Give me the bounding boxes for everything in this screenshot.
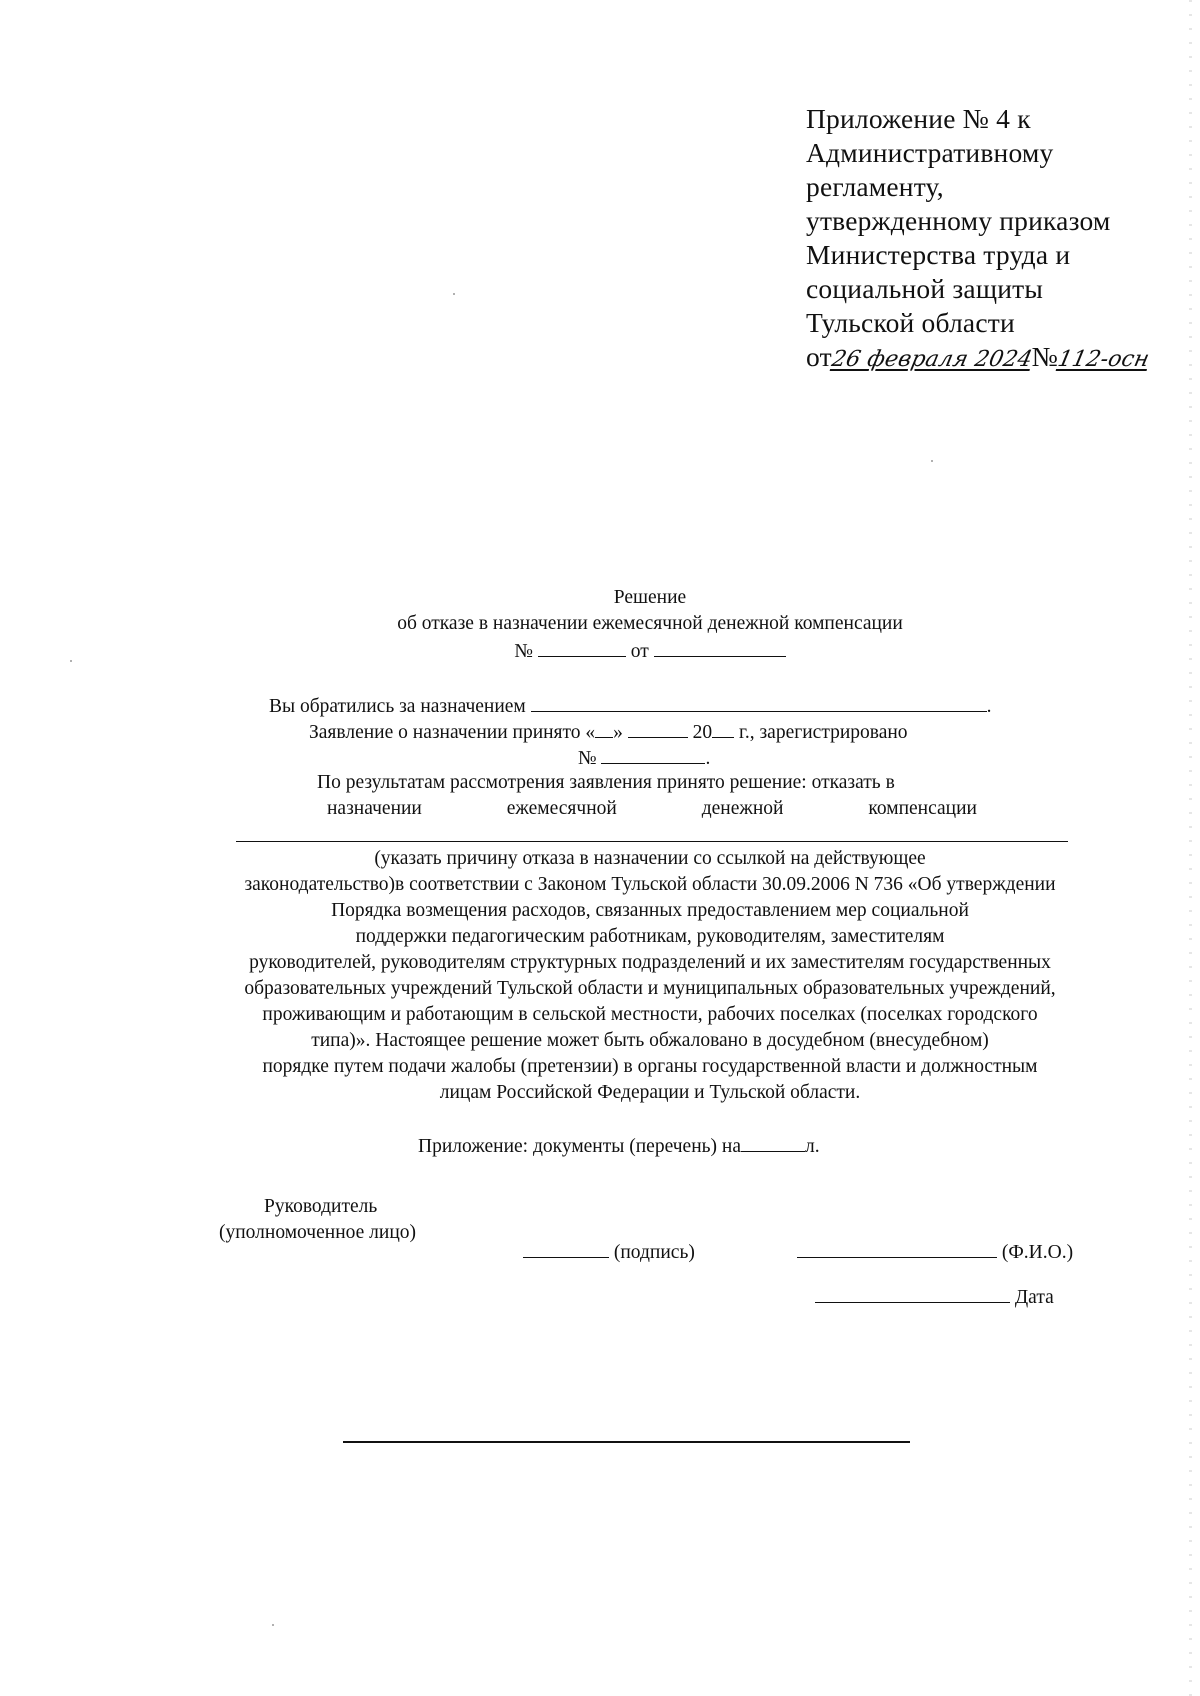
signature-row: [523, 1239, 695, 1265]
statement-day-blank: [595, 719, 613, 738]
appendix-date-number: [806, 340, 1152, 377]
statement-prefix: Заявление о назначении принято «: [309, 722, 596, 743]
reason-line: лицам Российской Федерации и Тульской области.: [439, 1082, 861, 1103]
attachment-pages-blank: [741, 1133, 805, 1152]
decision-subtitle: об отказе в назначении ежемесячной денежной компенсации: [397, 613, 903, 634]
reason-line: законодательство)в соответствии с Законом Тульской области 30.09.2006 N 736 «Об утверждении: [244, 874, 1056, 895]
appendix-line: Административному: [806, 137, 1054, 168]
reason-line: (указать причину отказа в назначении со ссылкой на действующее: [374, 848, 926, 869]
statement-row: [309, 719, 908, 745]
appendix-line: утвержденному приказом: [806, 205, 1111, 236]
reason-blank-line: [236, 841, 1068, 842]
head-title: Руководитель: [264, 1196, 378, 1217]
result-line: По результатам рассмотрения заявления принято решение: отказать в: [317, 772, 895, 793]
applied-end: .: [986, 696, 992, 717]
handwritten-date: 26 февраля 2024: [829, 347, 1035, 372]
statement-year-blank: [712, 719, 734, 738]
statement-month-blank: [628, 719, 688, 738]
reg-num-blank: [601, 745, 705, 764]
attachment-row: [418, 1133, 820, 1159]
fio-blank: [797, 1239, 997, 1258]
reason-line: порядке путем подачи жалобы (претензии) в органы государственной власти и должностным: [262, 1056, 1038, 1077]
fio-row: [797, 1239, 1073, 1265]
result-words-row: [327, 797, 977, 821]
scan-speck: [931, 460, 933, 462]
decision-title: Решение: [613, 587, 687, 608]
reg-num-label: №: [578, 748, 597, 769]
registration-row: [578, 745, 710, 771]
applied-row: [269, 693, 992, 719]
reg-end: .: [705, 748, 711, 769]
scan-edge: [1189, 0, 1192, 1696]
handwritten-number: 112-осн: [1055, 347, 1152, 372]
date-blank: [815, 1284, 1010, 1303]
signature-label: (подпись): [613, 1242, 695, 1263]
appendix-line: регламенту,: [806, 171, 944, 202]
appendix-line: Министерства труда и: [806, 239, 1071, 270]
applied-blank: [531, 693, 987, 712]
date-row: [815, 1284, 1054, 1310]
applied-label: Вы обратились за назначением: [269, 696, 526, 717]
decision-num-label: №: [514, 641, 533, 662]
scan-speck: [70, 660, 72, 662]
statement-quote-close: »: [613, 722, 623, 743]
reason-line: типа)». Настоящее решение может быть обжаловано в досудебном (внесудебном): [311, 1030, 989, 1051]
attachment-prefix: Приложение: документы (перечень) на: [418, 1136, 741, 1157]
appendix-line: Тульской области: [806, 307, 1015, 338]
decision-number-blank: [538, 638, 626, 657]
reason-line: образовательных учреждений Тульской области и муниципальных образовательных учреждений,: [244, 978, 1056, 999]
appendix-line: социальной защиты: [806, 273, 1044, 304]
head-subtitle: (уполномоченное лицо): [219, 1222, 416, 1243]
result-word: денежной: [701, 798, 784, 819]
attachment-suffix: л.: [805, 1136, 820, 1157]
statement-year-prefix: 20: [692, 722, 713, 743]
result-word: компенсации: [868, 798, 977, 819]
scan-speck: [272, 1624, 274, 1626]
decision-number-row: [0, 638, 1200, 664]
signature-blank: [523, 1239, 609, 1258]
reason-line: поддержки педагогическим работникам, руководителям, заместителям: [355, 926, 945, 947]
decision-ot-label: от: [630, 641, 649, 662]
reason-line: Порядка возмещения расходов, связанных предоставлением мер социальной: [331, 900, 969, 921]
fio-label: (Ф.И.О.): [1001, 1242, 1074, 1263]
appendix-ot-label: от: [806, 341, 832, 372]
date-label: Дата: [1014, 1287, 1054, 1308]
result-word: назначении: [327, 798, 422, 819]
appendix-num-label: №: [1031, 341, 1059, 372]
reason-line: проживающим и работающим в сельской местности, рабочих поселках (поселках городского: [262, 1004, 1038, 1025]
result-word: ежемесячной: [506, 798, 617, 819]
decision-date-blank: [654, 638, 786, 657]
statement-suffix: г., зарегистрировано: [734, 722, 908, 743]
reason-line: руководителей, руководителям структурных подразделений и их заместителям государственных: [249, 952, 1051, 973]
scan-speck: [453, 293, 455, 295]
bottom-separator: [343, 1441, 910, 1443]
appendix-line: Приложение № 4 к: [806, 103, 1031, 134]
appendix-note: [806, 102, 1152, 377]
